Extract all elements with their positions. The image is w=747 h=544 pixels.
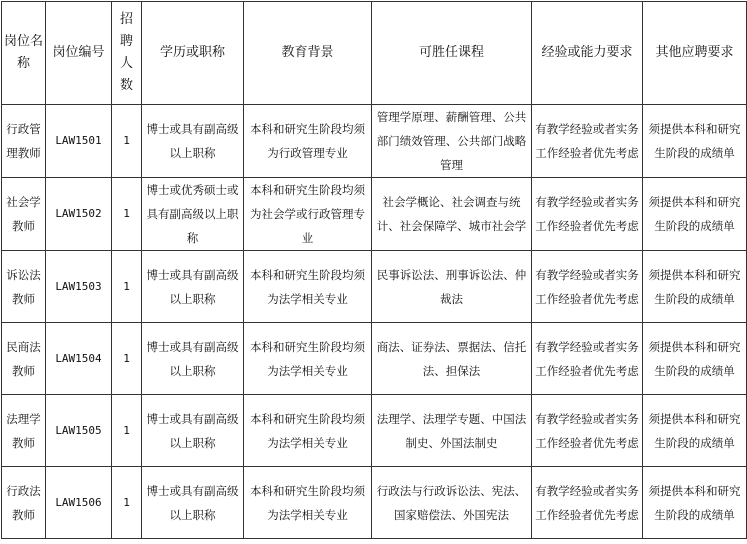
position-code: LAW1504 bbox=[46, 323, 112, 395]
headcount: 1 bbox=[112, 395, 142, 467]
table-row bbox=[2, 105, 747, 178]
courses: 管理学原理、薪酬管理、公共部门绩效管理、公共部门战略管理 bbox=[372, 105, 532, 178]
table-row bbox=[2, 251, 747, 323]
experience-requirement: 有教学经验或者实务工作经验者优先考虑 bbox=[532, 323, 643, 395]
degree-requirement: 博士或具有副高级以上职称 bbox=[142, 105, 244, 178]
header-education-background: 教育背景 bbox=[244, 2, 372, 105]
position-code: LAW1506 bbox=[46, 467, 112, 539]
experience-requirement: 有教学经验或者实务工作经验者优先考虑 bbox=[532, 467, 643, 539]
education-background: 本科和研究生阶段均须为法学相关专业 bbox=[244, 395, 372, 467]
header-position-name: 岗位名称 bbox=[2, 2, 46, 105]
position-title: 行政管理教师 bbox=[2, 105, 46, 178]
header-other-requirements: 其他应聘要求 bbox=[643, 2, 747, 105]
position-title: 民商法教师 bbox=[2, 323, 46, 395]
position-code: LAW1503 bbox=[46, 251, 112, 323]
headcount: 1 bbox=[112, 105, 142, 178]
headcount: 1 bbox=[112, 323, 142, 395]
position-code: LAW1502 bbox=[46, 178, 112, 251]
degree-requirement: 博士或具有副高级以上职称 bbox=[142, 395, 244, 467]
education-background: 本科和研究生阶段均须为社会学或行政管理专业 bbox=[244, 178, 372, 251]
degree-requirement: 博士或具有副高级以上职称 bbox=[142, 323, 244, 395]
header-degree: 学历或职称 bbox=[142, 2, 244, 105]
table-row bbox=[2, 178, 747, 251]
experience-requirement: 有教学经验或者实务工作经验者优先考虑 bbox=[532, 178, 643, 251]
position-title: 社会学教师 bbox=[2, 178, 46, 251]
education-background: 本科和研究生阶段均须为法学相关专业 bbox=[244, 251, 372, 323]
degree-requirement: 博士或具有副高级以上职称 bbox=[142, 467, 244, 539]
other-requirement: 须提供本科和研究生阶段的成绩单 bbox=[643, 395, 747, 467]
header-row bbox=[2, 2, 747, 105]
header-courses: 可胜任课程 bbox=[372, 2, 532, 105]
table-row bbox=[2, 467, 747, 539]
other-requirement: 须提供本科和研究生阶段的成绩单 bbox=[643, 467, 747, 539]
other-requirement: 须提供本科和研究生阶段的成绩单 bbox=[643, 323, 747, 395]
position-title: 法理学教师 bbox=[2, 395, 46, 467]
other-requirement: 须提供本科和研究生阶段的成绩单 bbox=[643, 251, 747, 323]
headcount: 1 bbox=[112, 251, 142, 323]
courses: 民事诉讼法、刑事诉讼法、仲裁法 bbox=[372, 251, 532, 323]
degree-requirement: 博士或优秀硕士或具有副高级以上职称 bbox=[142, 178, 244, 251]
position-title: 诉讼法教师 bbox=[2, 251, 46, 323]
position-title: 行政法教师 bbox=[2, 467, 46, 539]
header-headcount: 招聘人数 bbox=[112, 2, 142, 105]
headcount: 1 bbox=[112, 178, 142, 251]
degree-requirement: 博士或具有副高级以上职称 bbox=[142, 251, 244, 323]
experience-requirement: 有教学经验或者实务工作经验者优先考虑 bbox=[532, 105, 643, 178]
experience-requirement: 有教学经验或者实务工作经验者优先考虑 bbox=[532, 395, 643, 467]
education-background: 本科和研究生阶段均须为法学相关专业 bbox=[244, 323, 372, 395]
courses: 法理学、法理学专题、中国法制史、外国法制史 bbox=[372, 395, 532, 467]
table-row bbox=[2, 323, 747, 395]
headcount: 1 bbox=[112, 467, 142, 539]
courses: 商法、证券法、票据法、信托法、担保法 bbox=[372, 323, 532, 395]
other-requirement: 须提供本科和研究生阶段的成绩单 bbox=[643, 105, 747, 178]
courses: 社会学概论、社会调查与统计、社会保障学、城市社会学 bbox=[372, 178, 532, 251]
other-requirement: 须提供本科和研究生阶段的成绩单 bbox=[643, 178, 747, 251]
table-row bbox=[2, 395, 747, 467]
experience-requirement: 有教学经验或者实务工作经验者优先考虑 bbox=[532, 251, 643, 323]
recruitment-table bbox=[1, 1, 747, 539]
header-position-code: 岗位编号 bbox=[46, 2, 112, 105]
header-experience: 经验或能力要求 bbox=[532, 2, 643, 105]
position-code: LAW1501 bbox=[46, 105, 112, 178]
position-code: LAW1505 bbox=[46, 395, 112, 467]
courses: 行政法与行政诉讼法、宪法、国家赔偿法、外国宪法 bbox=[372, 467, 532, 539]
education-background: 本科和研究生阶段均须为行政管理专业 bbox=[244, 105, 372, 178]
education-background: 本科和研究生阶段均须为法学相关专业 bbox=[244, 467, 372, 539]
